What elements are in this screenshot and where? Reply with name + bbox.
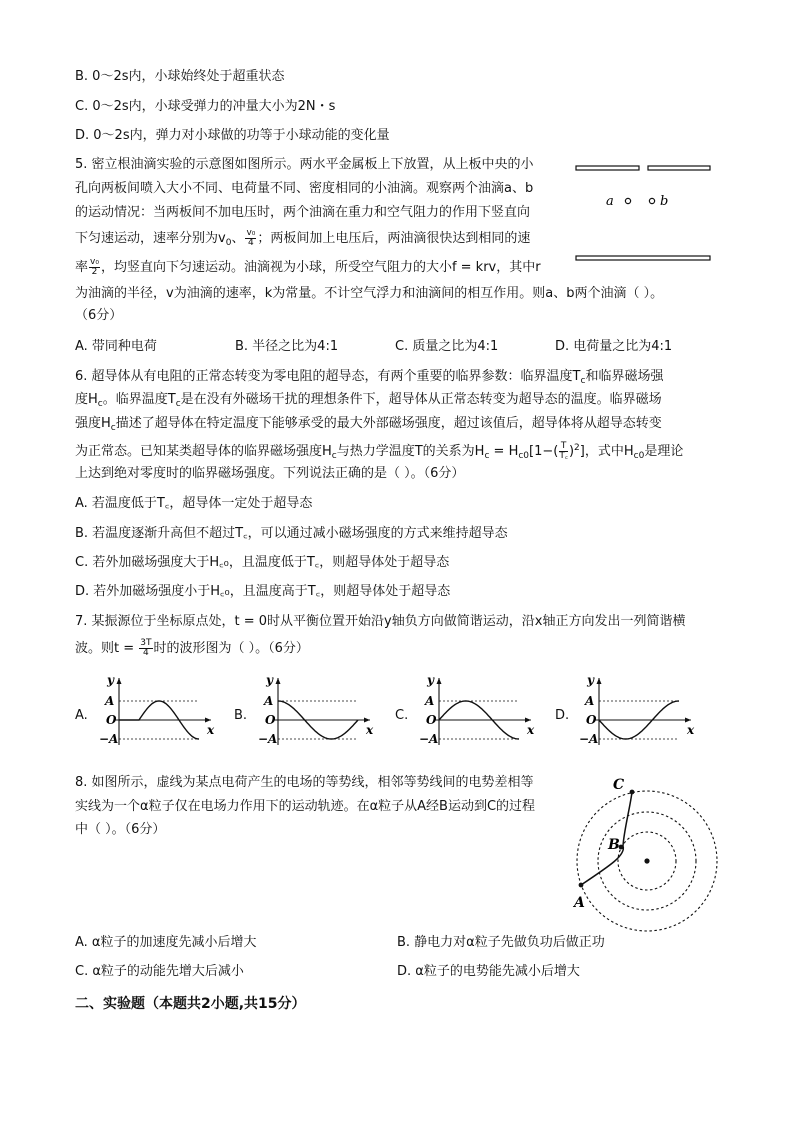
q4-option-b: B. 0～2s内，小球始终处于超重状态	[75, 69, 285, 84]
x-arrow	[525, 718, 531, 723]
option-letter: D.	[555, 708, 570, 723]
q5-option-c: C. 质量之比为4:1	[395, 339, 499, 354]
q5-option-d: D. 电荷量之比为4:1	[555, 339, 673, 354]
wave-graph	[569, 672, 695, 752]
droplet-a-label: a	[606, 194, 614, 209]
x-label: x	[687, 723, 695, 737]
neg-amplitude-label: −A	[579, 732, 599, 746]
y-label: y	[107, 673, 114, 687]
origin-label: O	[426, 713, 437, 727]
q4-option-d: D. 0～2s内，弹力对小球做的功等于小球动能的变化量	[75, 128, 390, 143]
option-letter: B.	[234, 708, 248, 723]
equipotential-diagram	[566, 770, 724, 934]
label-a: A	[574, 895, 585, 911]
q6-line5: 上达到绝对零度时的临界磁场强度。下列说法正确的是（ ）。（6分）	[75, 466, 465, 481]
q8-option-c: C. α粒子的动能先增大后减小	[75, 964, 244, 979]
q5-line2: 孔向两板间喷入大小不同、电荷量不同、密度相同的小油滴。观察两个油滴a、b	[75, 181, 534, 196]
origin-label: O	[106, 713, 117, 727]
y-label: y	[427, 673, 434, 687]
droplet-b-label: b	[660, 194, 669, 209]
q5-line1: 5. 密立根油滴实验的示意图如图所示。两水平金属板上下放置，从上板中央的小	[75, 157, 534, 172]
q6-option-d: D. 若外加磁场强度小于H꜀₀，且温度高于T꜀，则超导体处于超导态	[75, 584, 451, 599]
wave-graph	[89, 672, 215, 752]
q6-line4: 为正常态。已知某类超导体的临界磁场强度$H_c$与热力学温度T的关系为$H_c = H_{c0}[1-$( $\frac{T}{T꜀}$ )$^2$]，式中$H_{c0}$是理论	[75, 441, 684, 461]
droplet-a	[625, 198, 630, 203]
label-c: C	[613, 777, 625, 793]
option-letter: A.	[75, 708, 88, 723]
q5-option-a: A. 带同种电荷	[75, 339, 157, 354]
q6-line1: 6. 超导体从有电阻的正常态转变为零电阻的超导态，有两个重要的临界参数：临界温度$T_c$和临界磁场强	[75, 369, 664, 386]
q8-option-a: A. α粒子的加速度先减小后增大	[75, 935, 257, 950]
y-arrow	[117, 678, 122, 684]
neg-amplitude-label: −A	[419, 732, 439, 746]
y-label: y	[587, 673, 594, 687]
alpha-trajectory	[581, 792, 632, 885]
fraction: $\frac{T}{T꜀}$	[559, 441, 568, 461]
upper-plate-right	[648, 166, 710, 170]
wave-graph	[248, 672, 374, 752]
q7-line2: 波。则t = $\frac{3T}{4}$ 时的波形图为（ ）。（6分）	[75, 638, 309, 658]
neg-amplitude-label: −A	[258, 732, 278, 746]
point-a	[579, 883, 584, 888]
y-arrow	[597, 678, 602, 684]
fraction: $\frac{\text{v₀}}{2}$	[90, 257, 99, 277]
q6-option-a: A. 若温度低于T꜀，超导体一定处于超导态	[75, 496, 313, 511]
amplitude-label: A	[585, 694, 595, 708]
q5-line6: 为油滴的半径，v为油滴的速率，k为常量。不计空气浮力和油滴间的相互作用。则a、b两个油滴（ ）。	[75, 286, 664, 301]
amplitude-label: A	[425, 694, 435, 708]
upper-plate-left	[576, 166, 639, 170]
q4-option-c: C. 0～2s内，小球受弹力的冲量大小为2N・s	[75, 99, 336, 114]
x-label: x	[527, 723, 535, 737]
q5-line7: （6分）	[75, 308, 123, 323]
origin-label: O	[265, 713, 276, 727]
point-charge	[644, 858, 649, 863]
amplitude-label: A	[264, 694, 274, 708]
q6-option-c: C. 若外加磁场强度大于H꜀₀，且温度低于T꜀，则超导体处于超导态	[75, 555, 450, 570]
amplitude-label: A	[105, 694, 115, 708]
q5-option-b: B. 半径之比为4:1	[235, 339, 339, 354]
point-c	[630, 790, 635, 795]
q5-line5: 率 $\frac{\text{v₀}}{2}$ ，均竖直向下匀速运动。油滴视为小球，所受空气阻力的大小f = krv，其中r	[75, 257, 541, 277]
x-arrow	[364, 718, 370, 723]
fraction: $\frac{3T}{4}$	[140, 638, 152, 658]
q6-line3: 强度$H_c$描述了超导体在特定温度下能够承受的最大外部磁场强度，超过该值后，超导体将从超导态转变	[75, 416, 662, 433]
q6-line2: 度$H_c$。临界温度$T_c$是在没有外磁场干扰的理想条件下，超导体从正常态转变为超导态的温度。临界磁场	[75, 392, 662, 409]
q8-line2: 实线为一个α粒子仅在电场力作用下的运动轨迹。在α粒子从A经B运动到C的过程	[75, 799, 536, 814]
q7-line1: 7. 某振源位于坐标原点处，t = 0时从平衡位置开始沿y轴负方向做简谐运动，沿x轴正方向发出一列简谐横	[75, 614, 686, 629]
y-label: y	[266, 673, 273, 687]
fraction: $\frac{\text{v₀}}{4}$	[246, 228, 256, 248]
q8-line1: 8. 如图所示，虚线为某点电荷产生的电场的等势线，相邻等势线间的电势差相等	[75, 775, 534, 790]
q8-option-d: D. α粒子的电势能先减小后增大	[397, 964, 580, 979]
q8-line3: 中（ ）。（6分）	[75, 822, 166, 837]
section-title: 二、实验题（本题共2小题,共15分）	[75, 996, 306, 1012]
q6-option-b: B. 若温度逐渐升高但不超过T꜀，可以通过减小磁场强度的方式来维持超导态	[75, 526, 508, 541]
y-arrow	[276, 678, 281, 684]
q8-option-b: B. 静电力对α粒子先做负功后做正功	[397, 935, 605, 950]
q5-line3: 的运动情况：当两板间不加电压时，两个油滴在重力和空气阻力的作用下竖直向	[75, 205, 531, 220]
x-arrow	[685, 718, 691, 723]
y-arrow	[437, 678, 442, 684]
millikan-diagram	[572, 160, 714, 268]
q5-line4: 下匀速运动，速率分别为$v_0$、 $\frac{\text{v₀}}{4}$ ；两板间加上电压后，两油滴很快达到相同的速	[75, 228, 531, 248]
x-label: x	[207, 723, 215, 737]
x-label: x	[366, 723, 374, 737]
option-letter: C.	[395, 708, 409, 723]
origin-label: O	[586, 713, 597, 727]
x-arrow	[205, 718, 211, 723]
lower-plate	[576, 256, 710, 260]
label-b: B	[608, 837, 620, 853]
neg-amplitude-label: −A	[99, 732, 119, 746]
droplet-b	[649, 198, 654, 203]
wave-graph	[409, 672, 535, 752]
